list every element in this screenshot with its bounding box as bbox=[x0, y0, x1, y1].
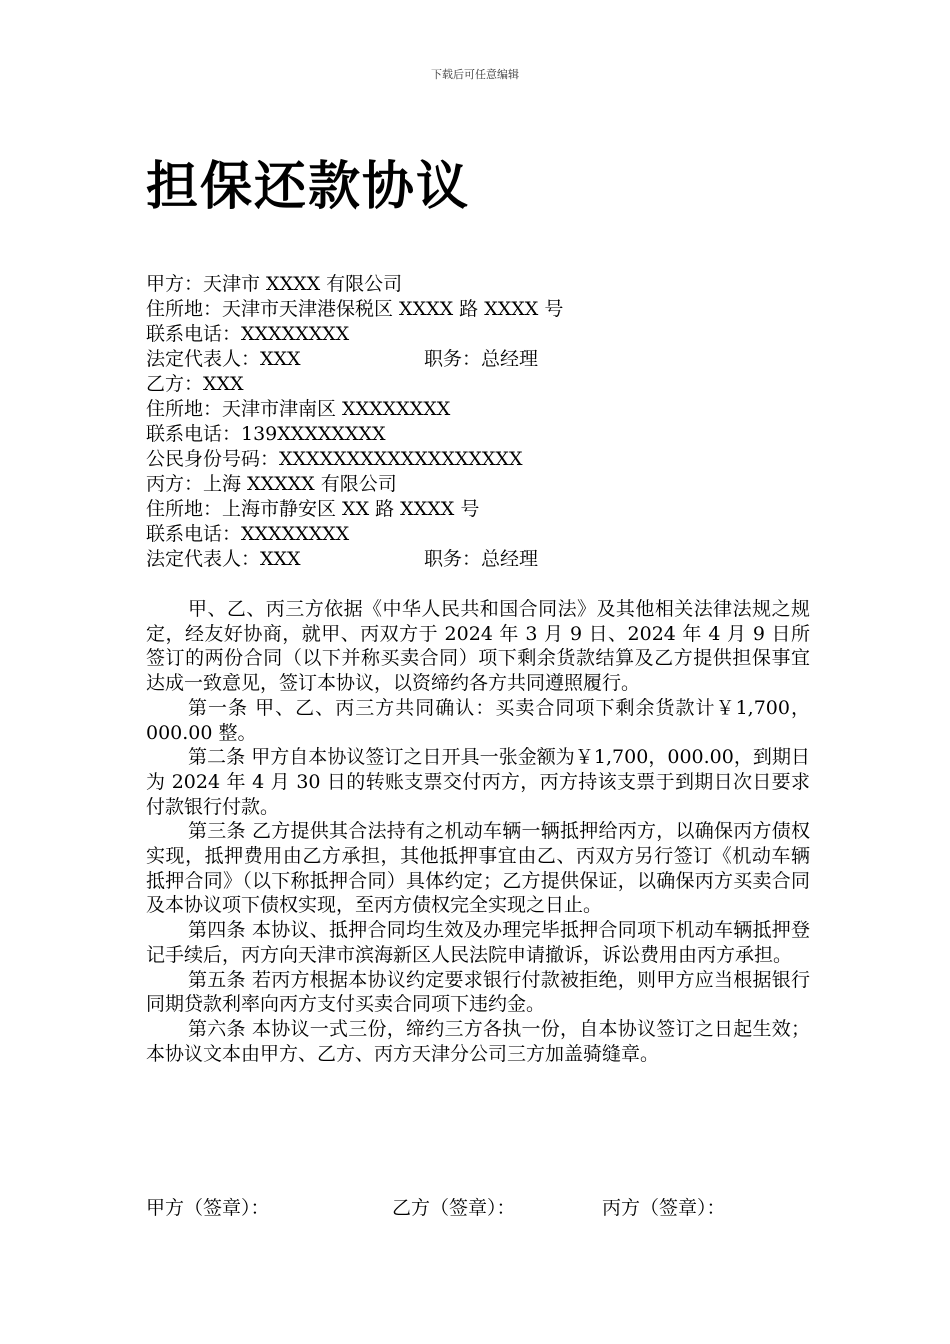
header-note: 下载后可任意编辑 bbox=[431, 68, 519, 81]
party-c-address: 住所地：上海市静安区 XX 路 XXXX 号 bbox=[146, 498, 480, 520]
preamble-paragraph: 甲、乙、丙三方依据《中华人民共和国合同法》及其他相关法律法规之规定，经友好协商，就甲、丙双方于 2024 年 3 月 9 日、2024 年 4 月 9 日所签订的两份合同（以下并称买卖合同）项下剩余货款结算及乙方提供担保事宜达成一致意见，签订本协议，以资缔约各方共同遵照履行。 bbox=[146, 598, 810, 695]
party-a-name: 甲方：天津市 XXXX 有限公司 bbox=[146, 273, 403, 295]
party-a-legal-rep: 法定代表人：XXX bbox=[146, 348, 301, 370]
article-3: 第三条 乙方提供其合法持有之机动车辆一辆抵押给丙方，以确保丙方债权实现，抵押费用由乙方承担，其他抵押事宜由乙、丙双方另行签订《机动车辆抵押合同》（以下称抵押合同）具体约定；乙方提供保证，以确保丙方买卖合同及本协议项下债权实现，至丙方债权完全实现之日止。 bbox=[146, 820, 810, 917]
article-4: 第四条 本协议、抵押合同均生效及办理完毕抵押合同项下机动车辆抵押登记手续后，丙方向天津市滨海新区人民法院申请撤诉，诉讼费用由丙方承担。 bbox=[146, 919, 810, 966]
party-c-name: 丙方：上海 XXXXX 有限公司 bbox=[146, 473, 397, 495]
article-5: 第五条 若丙方根据本协议约定要求银行付款被拒绝，则甲方应当根据银行同期贷款利率向丙方支付买卖合同项下违约金。 bbox=[146, 968, 810, 1016]
party-c-legal-rep: 法定代表人：XXX bbox=[146, 548, 301, 570]
agreement-body bbox=[146, 597, 810, 1066]
party-b-id-number: 公民身份号码：XXXXXXXXXXXXXXXXXX bbox=[146, 448, 523, 470]
party-a-address: 住所地：天津市天津港保税区 XXXX 路 XXXX 号 bbox=[146, 298, 564, 320]
document-title: 担保还款协议 bbox=[146, 157, 471, 217]
party-a-position: 职务：总经理 bbox=[424, 348, 539, 370]
party-info bbox=[146, 272, 826, 572]
article-6: 第六条 本协议一式三份，缔约三方各执一份，自本协议签订之日起生效；本协议文本由甲方、乙方、丙方天津分公司三方加盖骑缝章。 bbox=[146, 1017, 810, 1065]
party-b-signature: 乙方（签章）： bbox=[392, 1197, 516, 1219]
party-a-signature: 甲方（签章）： bbox=[146, 1197, 270, 1219]
article-1: 第一条 甲、乙、丙三方共同确认：买卖合同项下剩余货款计￥1,700，000.00 整。 bbox=[146, 696, 810, 744]
party-c-phone: 联系电话：XXXXXXXX bbox=[146, 523, 350, 545]
party-c-signature: 丙方（签章）： bbox=[602, 1197, 726, 1219]
article-2: 第二条 甲方自本协议签订之日开具一张金额为￥1,700，000.00，到期日为 2024 年 4 月 30 日的转账支票交付丙方，丙方持该支票于到期日次日要求付款银行付款。 bbox=[146, 746, 810, 818]
party-b-address: 住所地：天津市津南区 XXXXXXXX bbox=[146, 398, 451, 420]
party-b-name: 乙方：XXX bbox=[146, 373, 244, 395]
party-a-phone: 联系电话：XXXXXXXX bbox=[146, 323, 350, 345]
party-a-representative bbox=[146, 347, 826, 372]
party-c-representative bbox=[146, 547, 826, 572]
party-c-position: 职务：总经理 bbox=[424, 548, 539, 570]
party-b-phone: 联系电话：139XXXXXXXX bbox=[146, 423, 386, 445]
